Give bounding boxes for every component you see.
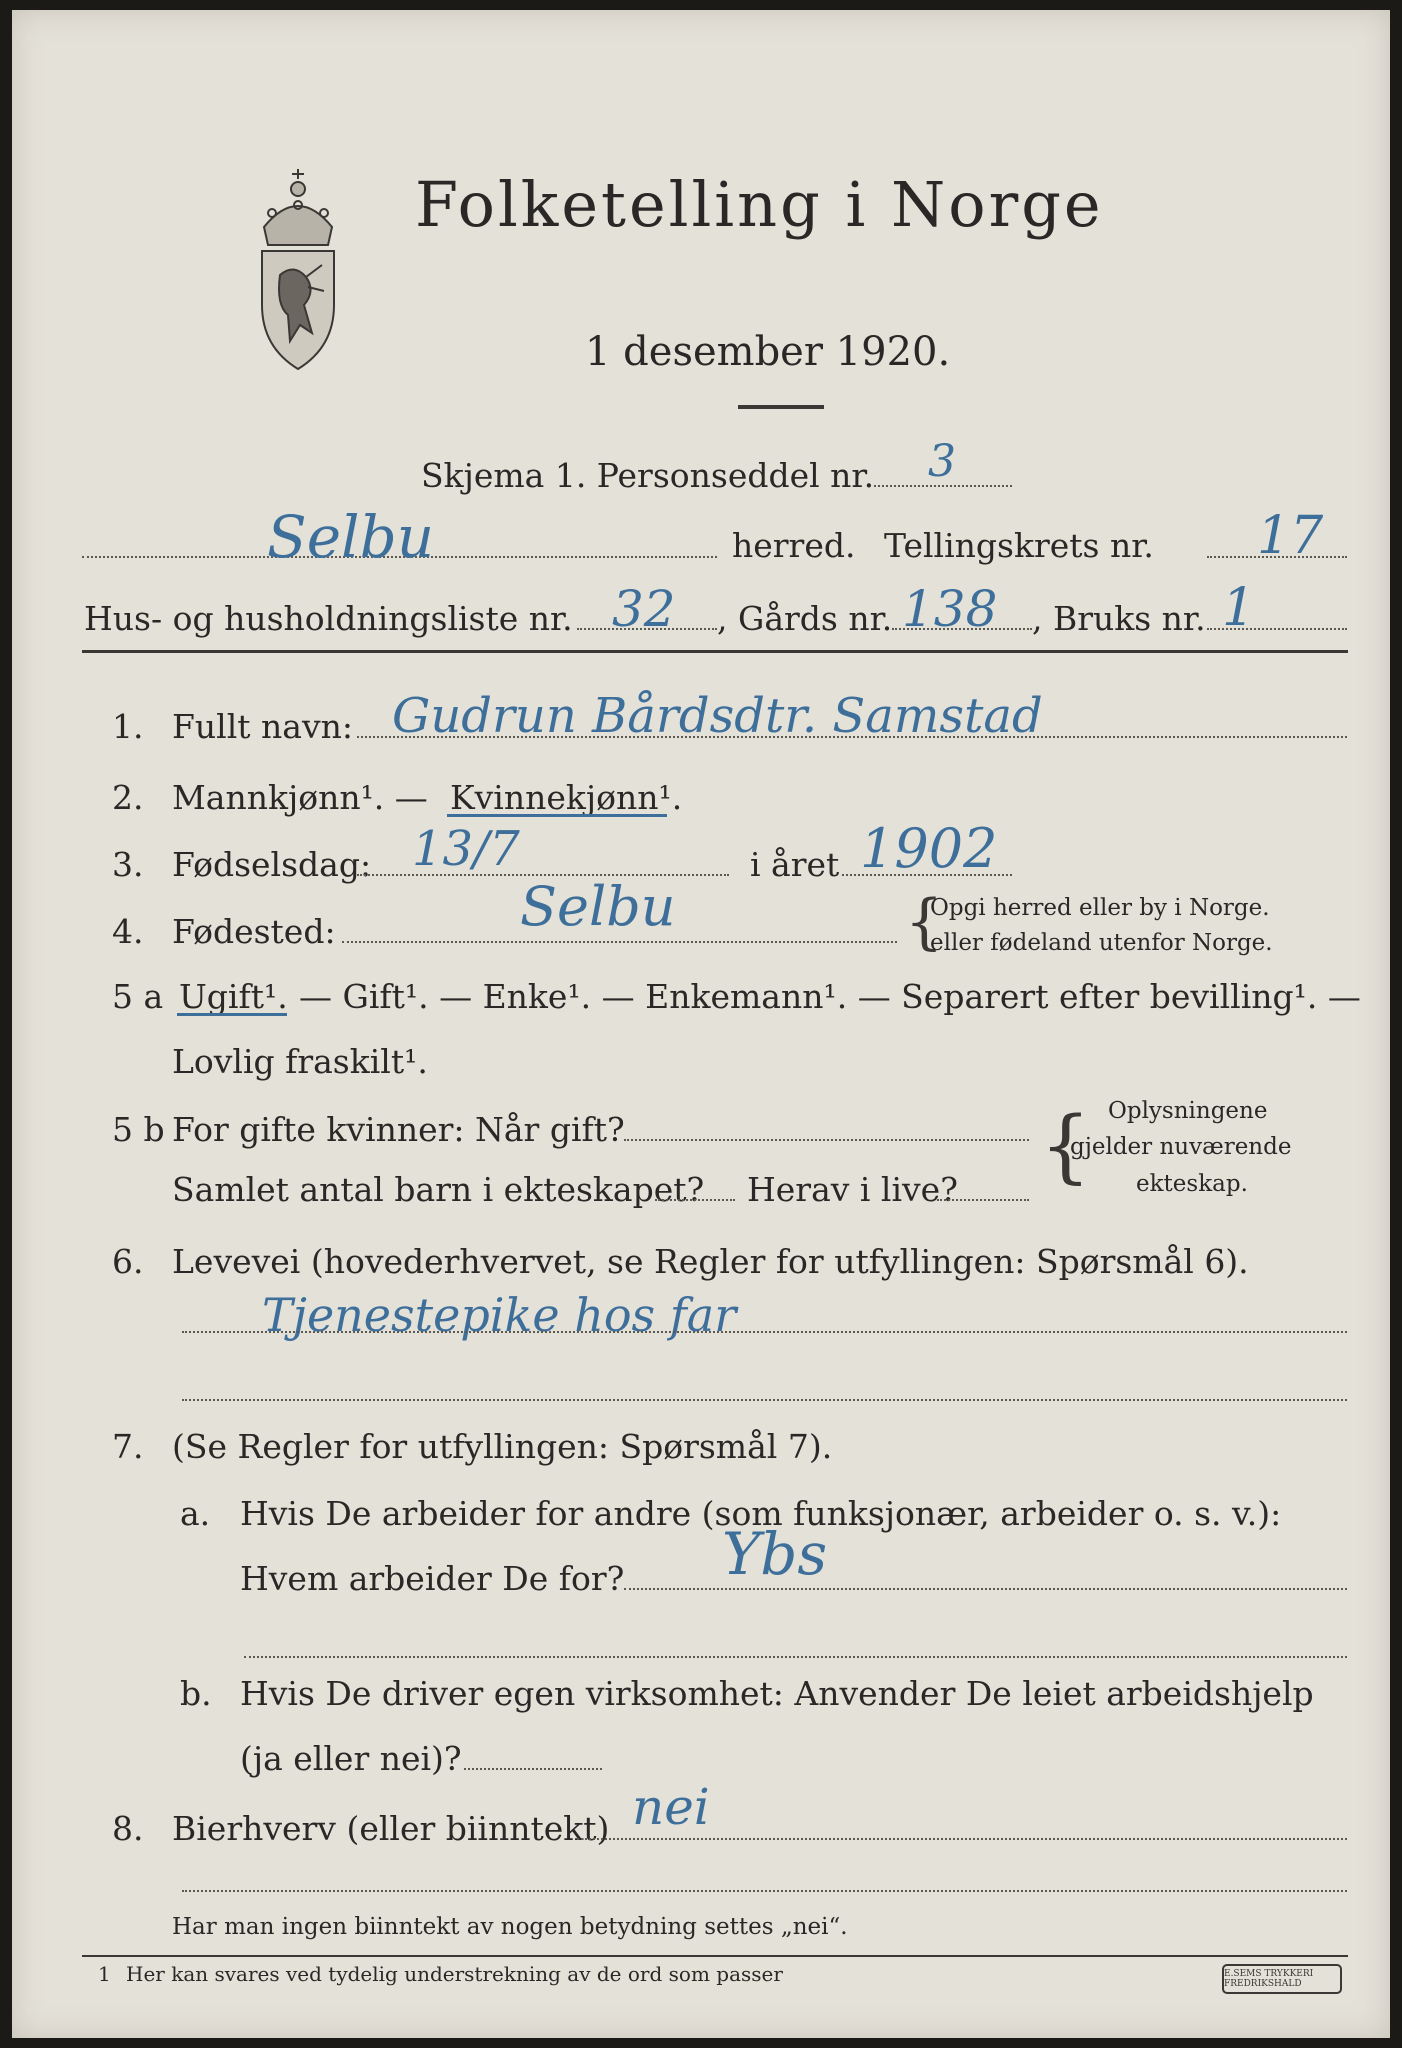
q2-number: 2. — [112, 778, 144, 817]
q7b-label2: (ja eller nei)? — [240, 1739, 462, 1778]
q2-female: Kvinnekjønn¹. — [450, 778, 683, 817]
q5a-options: — Gift¹. — Enke¹. — Enkemann¹. — Separert efter bevilling¹. — — [299, 977, 1361, 1016]
footer-separator — [82, 1955, 1348, 1957]
footnote-number: 1 — [98, 1962, 111, 1986]
q8-number: 8. — [112, 1809, 144, 1848]
q1-label: Fullt navn: — [172, 707, 353, 746]
q2-female-underline — [447, 814, 667, 817]
q4-birthplace: Selbu — [520, 875, 676, 938]
q3-birth-year: 1902 — [860, 817, 998, 880]
q5b-children-line — [655, 1199, 735, 1201]
q1-full-name: Gudrun Bårdsdtr. Samstad — [392, 688, 1043, 744]
bruks-label: , Bruks nr. — [1032, 599, 1206, 638]
q5b-when-line — [624, 1139, 1029, 1141]
q7b-letter: b. — [180, 1674, 212, 1713]
q7-label: (Se Regler for utfyllingen: Spørsmål 7). — [172, 1427, 833, 1466]
census-form-page — [12, 10, 1390, 2038]
q6-line1 — [182, 1331, 1347, 1333]
q5b-children-label: Samlet antal barn i ekteskapet? — [172, 1170, 705, 1209]
q7a-letter: a. — [180, 1494, 211, 1533]
q8-label: Bierhverv (eller biinntekt) — [172, 1809, 610, 1848]
hus-label: Hus- og husholdningsliste nr. — [84, 599, 573, 638]
q2-male: Mannkjønn¹. — — [172, 778, 428, 817]
coat-of-arms-icon — [242, 165, 354, 375]
q5b-note-line3: ekteskap. — [1136, 1171, 1248, 1197]
q7a-employer-line — [624, 1588, 1347, 1590]
q7b-line — [464, 1768, 602, 1770]
q8-secondary-income: nei — [632, 1778, 710, 1836]
q6-line2 — [182, 1399, 1347, 1401]
q1-number: 1. — [112, 707, 144, 746]
q5b-note-line2: gjelder nuværende — [1070, 1134, 1292, 1160]
q5a-line2: Lovlig fraskilt¹. — [172, 1042, 428, 1081]
footnote-text: Her kan svares ved tydelig understrekning av de ord som passer — [126, 1962, 783, 1986]
q3-label: Fødselsdag: — [172, 845, 372, 884]
header-separator — [82, 650, 1348, 653]
q7a-employer: Ybs — [722, 1520, 828, 1588]
q7a-employer-label: Hvem arbeider De for? — [240, 1559, 625, 1598]
hus-value: 32 — [612, 580, 676, 638]
schema-number: 3 — [928, 436, 956, 487]
q7b-label: Hvis De driver egen virksomhet: Anvender De leiet arbeidshjelp — [240, 1674, 1314, 1713]
q6-number: 6. — [112, 1242, 144, 1281]
q4-note-line1: Opgi herred eller by i Norge. — [930, 895, 1270, 921]
krets-value: 17 — [1257, 506, 1324, 566]
q4-number: 4. — [112, 912, 144, 951]
q4-label: Fødested: — [172, 912, 336, 951]
schema-label: Skjema 1. Personseddel nr. — [421, 456, 875, 495]
q5a-ugift-underline — [177, 1013, 287, 1016]
q3-number: 3. — [112, 845, 144, 884]
bruks-value: 1 — [1222, 578, 1256, 638]
q6-occupation: Tjenestepike hos far — [262, 1288, 737, 1342]
q5a-number: 5 a — [112, 977, 164, 1016]
herred-label: herred. — [732, 526, 856, 565]
gards-value: 138 — [902, 580, 998, 638]
q5b-alive-label: Herav i live? — [747, 1170, 958, 1209]
q5b-brace: { — [1040, 1099, 1091, 1192]
q7-number: 7. — [112, 1427, 144, 1466]
printer-stamp: E.SEMS TRYKKERI FREDRIKSHALD — [1222, 1964, 1342, 1994]
q3-year-label: i året — [750, 845, 840, 884]
krets-label: Tellingskrets nr. — [884, 526, 1154, 565]
q8-line — [577, 1838, 1347, 1840]
q5a-ugift: Ugift¹. — [179, 977, 288, 1016]
herred-value: Selbu — [267, 503, 435, 571]
title-divider — [738, 405, 824, 409]
q5b-when-married: For gifte kvinner: Når gift? — [172, 1110, 625, 1149]
q6-label: Levevei (hovederhvervet, se Regler for utfyllingen: Spørsmål 6). — [172, 1242, 1249, 1281]
q5b-note-line1: Oplysningene — [1108, 1098, 1268, 1124]
census-date: 1 desember 1920. — [585, 329, 951, 375]
q4-brace: { — [905, 887, 944, 957]
form-title: Folketelling i Norge — [415, 168, 1104, 241]
q5b-alive-line — [937, 1199, 1029, 1201]
q4-note-line2: eller fødeland utenfor Norge. — [930, 930, 1273, 956]
q3-birthday: 13/7 — [412, 821, 520, 877]
q4-line — [342, 941, 897, 943]
q5b-number: 5 b — [112, 1110, 165, 1149]
q7a-label: Hvis De arbeider for andre (som funksjonær, arbeider o. s. v.): — [240, 1494, 1282, 1533]
q7a-line2 — [244, 1656, 1347, 1658]
footer-note: Har man ingen biinntekt av nogen betydning settes „nei“. — [172, 1914, 848, 1940]
gards-label: , Gårds nr. — [717, 599, 893, 638]
q8-line2 — [182, 1890, 1347, 1892]
